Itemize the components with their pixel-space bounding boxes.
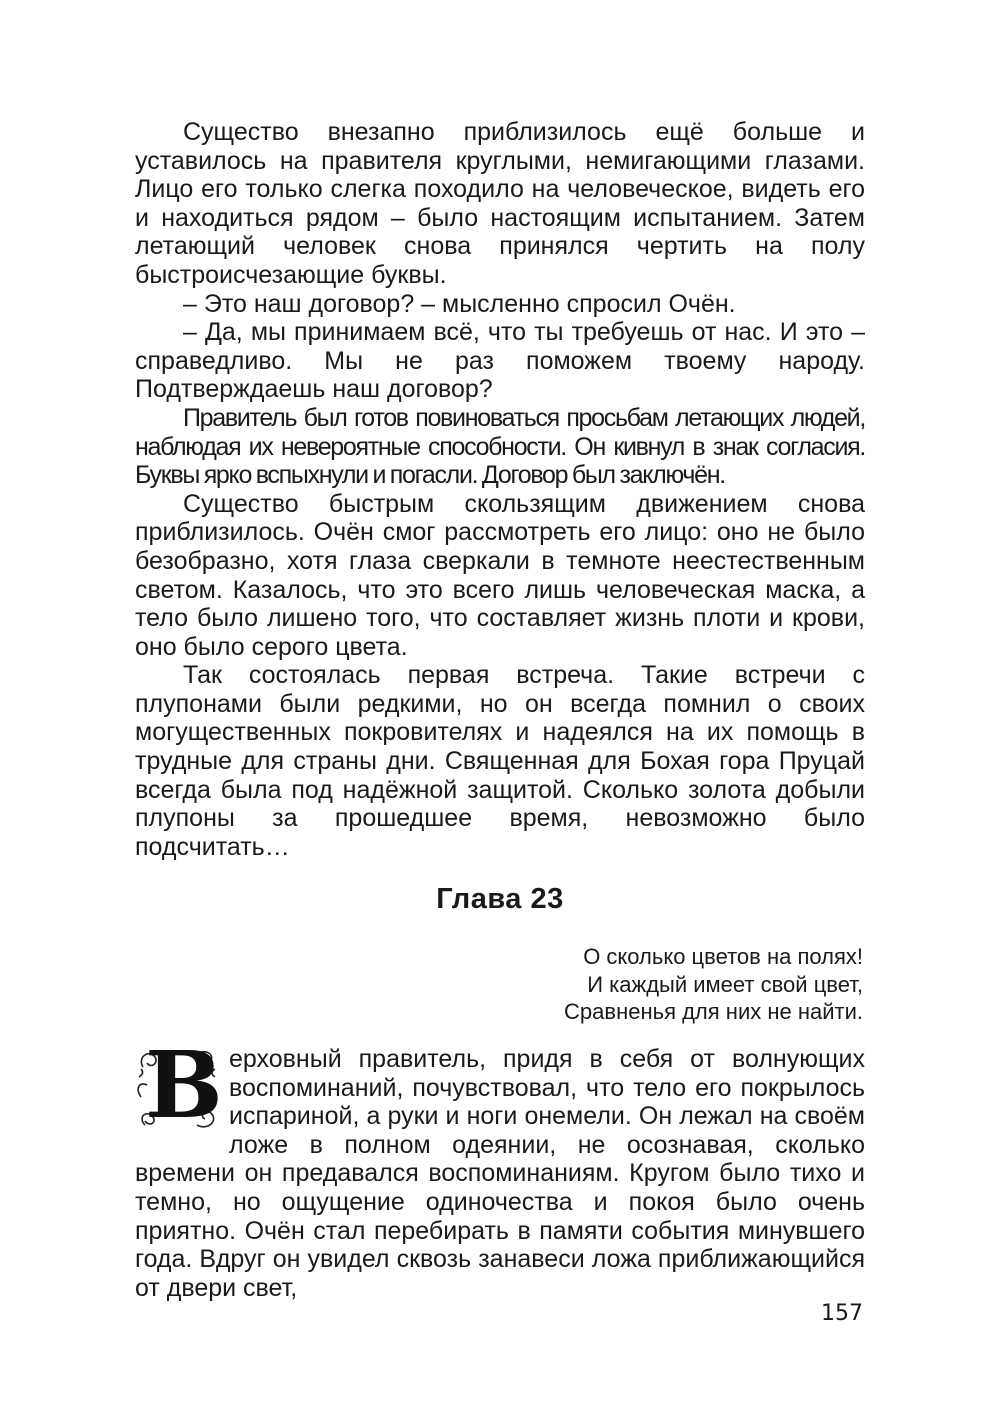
epigraph	[564, 943, 863, 1026]
chapter-first-paragraph: ерховный правитель, придя в себя от волнующих воспоминаний, почувствовал, что тело его покрылось испариной, а руки и ноги онемели. Он лежал на своём ложе в полном одеянии, не осознавая, сколько времени он предавался воспоминаниям. Кругом было тихо и темно, но ощущение одиночества и покоя было очень приятно. Очён стал перебирать в памяти события минувшего года. Вдруг он увидел сквозь занавеси ложа приближающийся от двери свет,	[135, 1045, 865, 1302]
paragraph: Правитель был готов повиноваться просьбам летающих людей, наблюдая их невероятные способности. Он кивнул в знак согласия. Буквы ярко вспыхнули и погасли. Договор был заключён.	[135, 403, 865, 490]
epigraph-line: И каждый имеет свой цвет,	[587, 971, 863, 997]
chapter-body	[135, 1031, 865, 1302]
paragraph-dialogue: – Это наш договор? – мысленно спросил Очён.	[183, 289, 736, 318]
ornamental-dropcap	[135, 1031, 223, 1139]
paragraph: Так состоялась первая встреча. Такие встречи с плупонами были редкими, но он всегда помнил о своих могущественных покровителях и надеялся на их помощь в трудные для страны дни. Священная для Бохая гора Пруцай всегда была под надёжной защитой. Сколько золота добыли плупоны за прошедшее время, невозможно было подсчитать…	[135, 661, 865, 861]
epigraph-line: Сравненья для них не найти.	[564, 999, 863, 1024]
dropcap-letter: В	[145, 1031, 223, 1139]
paragraph: Существо внезапно приблизилось ещё больше и уставилось на правителя круглыми, немигающими глазами. Лицо его только слегка походило на человеческое, видеть его и находиться рядом – было настоящим испытанием. Затем летающий человек снова принялся чертить на полу быстроисчезающие буквы.	[135, 118, 865, 289]
body-text-top	[135, 118, 865, 861]
paragraph-dialogue: – Да, мы принимаем всё, что ты требуешь от нас. И это – справедливо. Мы не раз поможем твоему народу. Подтверждаешь наш договор?	[135, 318, 865, 404]
page-number: 157	[821, 1301, 863, 1326]
chapter-title: Глава 23	[436, 883, 564, 915]
epigraph-line: О сколько цветов на полях!	[583, 944, 863, 969]
paragraph: Существо быстрым скользящим движением снова приблизилось. Очён смог рассмотреть его лицо: оно не было безобразно, хотя глаза сверкали в темноте неестественным светом. Казалось, что это всего лишь человеческая маска, а тело было лишено того, что составляет жизнь плоти и крови, оно было серого цвета.	[135, 489, 865, 661]
